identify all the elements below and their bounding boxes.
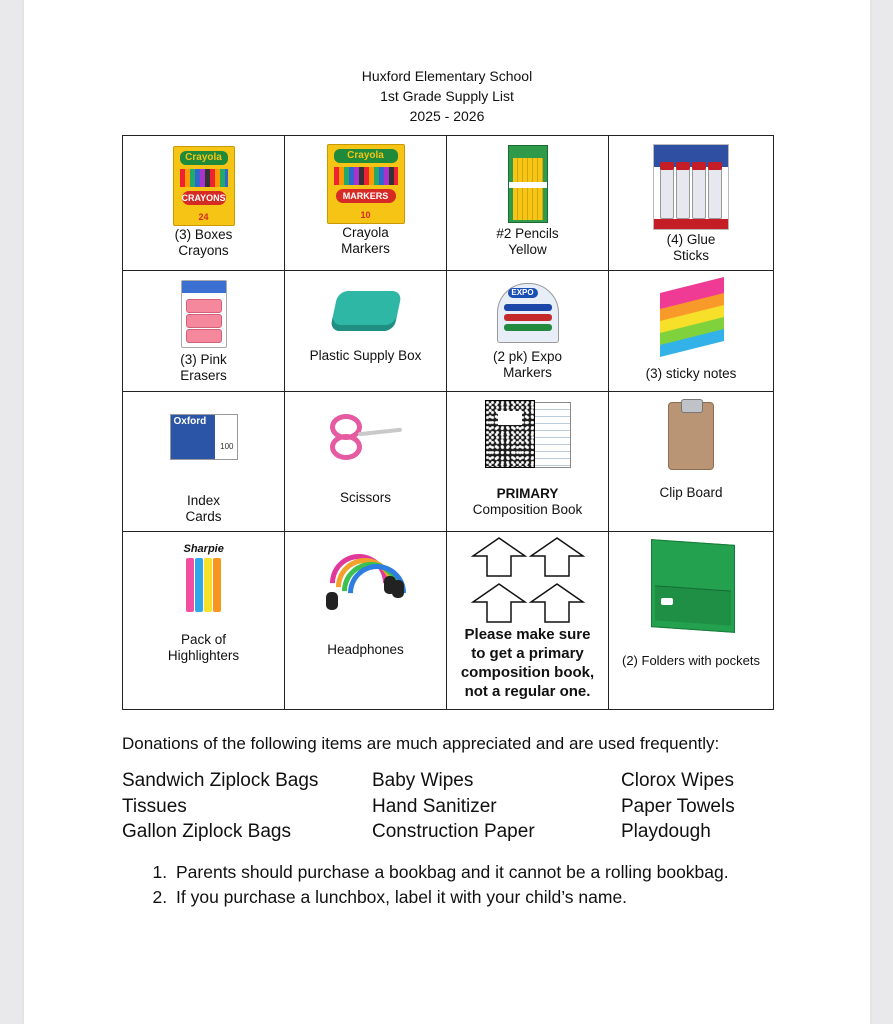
supply-cell-sticky bbox=[609, 271, 774, 392]
expo-markers-image bbox=[497, 283, 559, 343]
headphones-line1: Headphones bbox=[327, 642, 404, 657]
rules-list bbox=[146, 860, 729, 909]
erasers-pack-image bbox=[181, 280, 227, 348]
arrows-icon bbox=[469, 536, 587, 632]
supply-cell-pencils bbox=[447, 136, 609, 271]
donation-item: Playdough bbox=[621, 821, 711, 842]
sticky-caption bbox=[609, 366, 773, 382]
donations-column-3 bbox=[621, 768, 735, 845]
folders-caption bbox=[609, 653, 773, 669]
note-line1: Please make sure bbox=[464, 626, 591, 643]
supply-cell-erasers bbox=[123, 271, 285, 392]
crayons-line1: (3) Boxes bbox=[174, 227, 233, 242]
donation-item: Construction Paper bbox=[372, 821, 535, 842]
erasers-line1: (3) Pink bbox=[180, 352, 227, 367]
donation-item: Sandwich Ziplock Bags bbox=[122, 770, 319, 791]
supply-grid bbox=[122, 135, 774, 710]
glue-line1: (4) Glue bbox=[666, 232, 716, 247]
supply-cell-composition bbox=[447, 392, 609, 532]
donation-item: Clorox Wipes bbox=[621, 770, 734, 791]
donation-item: Tissues bbox=[122, 795, 187, 817]
index-cards-count: 100 bbox=[220, 442, 234, 451]
markers-pkg-text: MARKERS bbox=[336, 189, 396, 203]
clipboard-line1: Clip Board bbox=[659, 485, 723, 500]
donation-item: Hand Sanitizer bbox=[372, 795, 497, 817]
supply-cell-clipboard bbox=[609, 392, 774, 532]
donations-column-2 bbox=[372, 768, 535, 845]
supply-cell-supply-box bbox=[285, 271, 447, 392]
note-line3: composition book, bbox=[460, 664, 595, 681]
composition-line1: PRIMARY bbox=[496, 486, 559, 501]
list-title: 1st Grade Supply List bbox=[380, 88, 514, 104]
supply-cell-index-cards bbox=[123, 392, 285, 532]
donations-intro: Donations of the following items are much appreciated and are used frequently: bbox=[122, 734, 720, 753]
markers-box-image bbox=[327, 144, 405, 224]
supply-cell-markers bbox=[285, 136, 447, 271]
supply-cell-highlighters bbox=[123, 532, 285, 710]
document-page bbox=[24, 0, 870, 1024]
crayons-pkg-count: 24 bbox=[198, 212, 209, 222]
supply-cell-glue bbox=[609, 136, 774, 271]
highlighters-image bbox=[184, 542, 224, 614]
crayons-pkg-text: CRAYONS bbox=[181, 193, 226, 203]
crayons-caption bbox=[123, 227, 284, 259]
school-year: 2025 - 2026 bbox=[409, 108, 485, 124]
pencils-pack-image bbox=[508, 145, 548, 223]
supply-cell-expo bbox=[447, 271, 609, 392]
expo-line2: Markers bbox=[503, 365, 552, 380]
highlighters-caption bbox=[123, 632, 284, 664]
expo-caption bbox=[447, 349, 608, 381]
index-cards-caption bbox=[123, 493, 284, 525]
donations-column-1 bbox=[122, 768, 318, 845]
composition-caption bbox=[447, 486, 608, 518]
donation-item: Baby Wipes bbox=[372, 770, 474, 791]
note-line4: not a regular one. bbox=[464, 683, 591, 700]
expo-logo-text: EXPO bbox=[508, 288, 538, 298]
clipboard-caption bbox=[609, 485, 773, 501]
crayons-line2: Crayons bbox=[178, 243, 229, 258]
markers-line2: Markers bbox=[341, 241, 390, 256]
highlighters-line1: Pack of bbox=[180, 632, 227, 647]
glue-caption bbox=[609, 232, 773, 264]
crayola-logo-text: Crayola bbox=[180, 151, 228, 165]
pencils-line2: Yellow bbox=[508, 242, 547, 257]
supply-cell-folders bbox=[609, 532, 774, 710]
scissors-image bbox=[328, 412, 404, 456]
sticky-notes-image bbox=[654, 279, 728, 355]
oxford-logo-text: Oxford bbox=[171, 415, 215, 459]
glue-sticks-image bbox=[653, 144, 729, 230]
composition-book-image bbox=[485, 400, 571, 468]
index-cards-line1: Index bbox=[186, 493, 221, 508]
scissors-caption bbox=[285, 490, 446, 506]
supply-cell-crayons bbox=[123, 136, 285, 271]
supply-box-line1: Plastic Supply Box bbox=[309, 348, 422, 363]
headphones-caption bbox=[285, 642, 446, 658]
school-name: Huxford Elementary School bbox=[361, 68, 533, 84]
headphones-image bbox=[324, 550, 408, 618]
markers-caption bbox=[285, 225, 446, 257]
primary-book-note bbox=[447, 625, 608, 701]
erasers-line2: Erasers bbox=[180, 368, 227, 383]
supply-cell-scissors bbox=[285, 392, 447, 532]
supply-cell-note bbox=[447, 532, 609, 710]
erasers-caption bbox=[123, 352, 284, 384]
expo-line1: (2 pk) Expo bbox=[492, 349, 563, 364]
note-line2: to get a primary bbox=[471, 645, 584, 662]
folders-line1: (2) Folders with pockets bbox=[622, 653, 760, 668]
donation-item: Paper Towels bbox=[621, 795, 735, 817]
supply-box-image bbox=[329, 291, 402, 331]
document-header bbox=[24, 66, 870, 126]
supply-cell-headphones bbox=[285, 532, 447, 710]
scissors-line1: Scissors bbox=[339, 490, 391, 505]
index-cards-line2: Cards bbox=[185, 509, 222, 524]
sharpie-logo-text: Sharpie bbox=[183, 543, 224, 555]
folder-image bbox=[647, 542, 735, 632]
markers-pkg-count: 10 bbox=[360, 210, 371, 220]
highlighters-line2: Highlighters bbox=[167, 648, 240, 663]
clipboard-image bbox=[668, 402, 714, 470]
sticky-line1: (3) sticky notes bbox=[645, 366, 737, 381]
crayons-box-image bbox=[173, 146, 235, 226]
markers-line1: Crayola bbox=[342, 225, 389, 240]
pencils-line1: #2 Pencils bbox=[496, 226, 559, 241]
rule-item: 2. If you purchase a lunchbox, label it with your child’s name. bbox=[172, 885, 729, 910]
supply-box-caption bbox=[285, 348, 446, 364]
markers-logo-text: Crayola bbox=[334, 149, 398, 163]
pencils-caption bbox=[447, 226, 608, 258]
donation-item: Gallon Ziplock Bags bbox=[122, 821, 291, 842]
index-cards-image bbox=[170, 414, 238, 460]
composition-line2: Composition Book bbox=[472, 502, 583, 517]
glue-line2: Sticks bbox=[672, 248, 709, 263]
rule-item: 1. Parents should purchase a bookbag and it cannot be a rolling bookbag. bbox=[172, 860, 729, 885]
